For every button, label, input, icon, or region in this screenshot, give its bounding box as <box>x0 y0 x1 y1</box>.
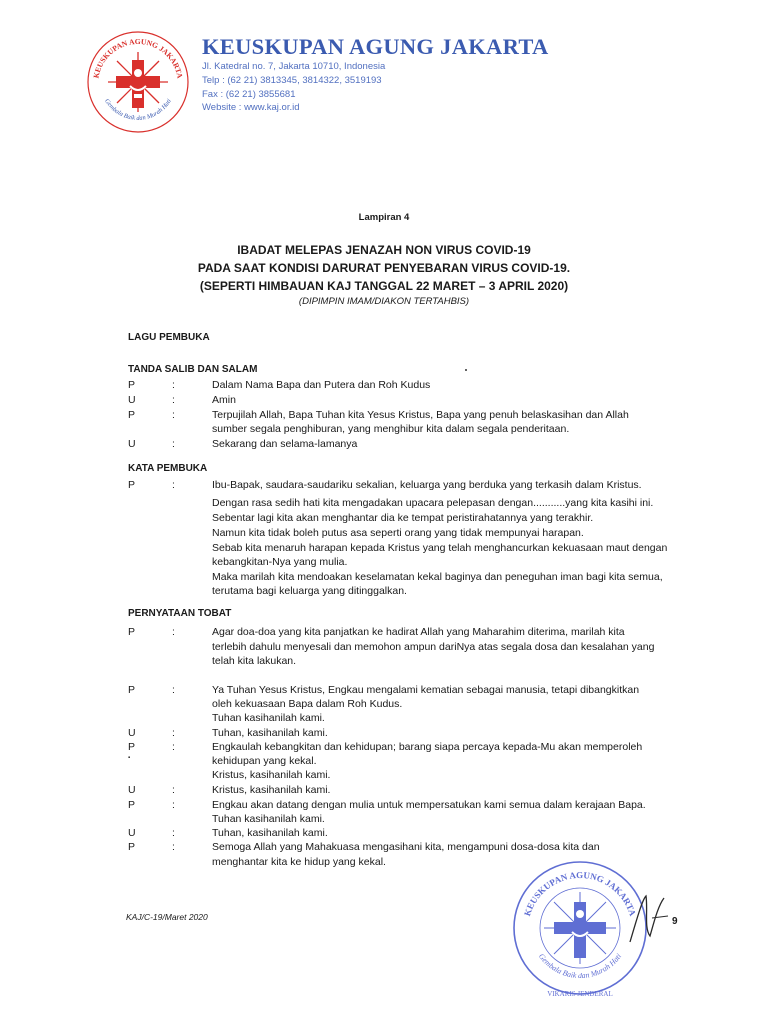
logo-top-text: KEUSKUPAN AGUNG JAKARTA <box>91 36 185 80</box>
row-text: Dalam Nama Bapa dan Putera dan Roh Kudus <box>212 379 431 391</box>
heading-pernyataan-tobat: PERNYATAAN TOBAT <box>128 608 232 619</box>
separator: : <box>172 684 175 696</box>
liturgy-row <box>0 784 768 797</box>
row-text: Kristus, kasihanilah kami. <box>212 784 331 796</box>
separator: : <box>172 626 175 638</box>
row-text: Engkaulah kebangkitan dan kehidupan; barang siapa percaya kepada-Mu akan memperoleh <box>212 741 643 753</box>
paragraph-line: Namun kita tidak boleh putus asa seperti orang yang tidak mempunyai harapan. <box>212 527 584 539</box>
page-number: 9 <box>672 916 678 927</box>
speaker: U <box>128 394 136 406</box>
organization-name: KEUSKUPAN AGUNG JAKARTA <box>202 34 549 59</box>
paragraph-line: terutama bagi keluarga yang ditinggalkan. <box>212 585 407 597</box>
liturgy-row <box>0 698 768 711</box>
fax-line: Fax : (62 21) 3855681 <box>202 89 296 100</box>
liturgy-row <box>0 394 768 407</box>
liturgy-row <box>0 813 768 826</box>
separator: : <box>172 741 175 753</box>
liturgy-row <box>0 409 768 422</box>
paragraph-line: kebangkitan-Nya yang mulia. <box>212 556 348 568</box>
speaker: P <box>128 741 136 753</box>
logo-motto: Gembala Baik dan Murah Hati <box>103 97 173 122</box>
address-line: Jl. Katedral no. 7, Jakarta 10710, Indonesia <box>202 61 386 72</box>
row-text: Terpujilah Allah, Bapa Tuhan kita Yesus Kristus, Bapa yang penuh belaskasihan dan Allah <box>212 409 629 421</box>
row-text: Semoga Allah yang Mahakuasa mengasihani kita, mengampuni dosa-dosa kita dan <box>212 841 600 853</box>
separator: : <box>172 727 175 739</box>
speaker: P <box>128 626 136 638</box>
liturgy-row <box>0 841 768 854</box>
row-text: menghantar kita ke hidup yang kekal. <box>212 856 386 868</box>
stray-mark <box>465 369 467 371</box>
row-text: Ya Tuhan Yesus Kristus, Engkau mengalami kematian sebagai manusia, tetapi dibangkitkan <box>212 684 640 696</box>
paragraph-line: Maka marilah kita mendoakan keselamatan kekal baginya dan peneguhan iman bagi kita semua, <box>212 571 663 583</box>
document-code: KAJ/C-19/Maret 2020 <box>126 912 208 922</box>
row-text: Amin <box>212 394 236 406</box>
heading-kata-pembuka: KATA PEMBUKA <box>128 463 208 474</box>
title-line-1: IBADAT MELEPAS JENAZAH NON VIRUS COVID-19 <box>237 243 531 257</box>
row-text: Tuhan, kasihanilah kami. <box>212 827 328 839</box>
signature <box>624 892 672 948</box>
speaker: P <box>128 479 136 491</box>
liturgy-row <box>0 827 768 840</box>
paragraph-line: telah kita lakukan. <box>212 655 297 667</box>
speaker: U <box>128 727 136 739</box>
liturgy-row <box>0 423 768 436</box>
row-text: kehidupan yang kekal. <box>212 755 317 767</box>
paragraph-line: terlebih dahulu menyesali dan memohon ampun dariNya atas segala dosa dan kesalahan yang <box>212 641 655 653</box>
paragraph-line: Sebab kita menaruh harapan kepada Kristus yang telah menghancurkan kekuasaan maut dengan <box>212 542 668 554</box>
separator: : <box>172 841 175 853</box>
attachment-label: Lampiran 4 <box>358 212 410 223</box>
liturgy-row <box>0 741 768 754</box>
separator: : <box>172 799 175 811</box>
speaker: P <box>128 379 136 391</box>
row-text: sumber segala penghiburan, yang menghibur kita dalam segala penderitaan. <box>212 423 570 435</box>
speaker: ▪ <box>128 755 131 761</box>
speaker: P <box>128 841 136 853</box>
paragraph-line: Dengan rasa sedih hati kita mengadakan upacara pelepasan dengan...........yang kita kasihi ini. <box>212 497 654 509</box>
stamp-top-text: KEUSKUPAN AGUNG JAKARTA <box>522 869 638 918</box>
liturgy-row <box>0 727 768 740</box>
separator: : <box>172 379 175 391</box>
title-line-3: (SEPERTI HIMBAUAN KAJ TANGGAL 22 MARET – 3 APRIL 2020) <box>199 279 569 293</box>
liturgy-row <box>0 379 768 392</box>
liturgy-row <box>0 438 768 451</box>
separator: : <box>172 438 175 450</box>
separator: : <box>172 479 175 491</box>
led-by-note: (DIPIMPIN IMAM/DIAKON TERTAHBIS) <box>298 296 470 307</box>
liturgy-row <box>0 712 768 725</box>
liturgy-row <box>0 856 768 869</box>
row-text: Engkau akan datang dengan mulia untuk mempersatukan kami semua dalam kerajaan Bapa. <box>212 799 646 811</box>
row-text: Agar doa-doa yang kita panjatkan ke hadirat Allah yang Maharahim diterima, marilah kita <box>212 626 625 638</box>
row-text: Tuhan kasihanilah kami. <box>212 813 325 825</box>
row-text: Tuhan kasihanilah kami. <box>212 712 325 724</box>
liturgy-row <box>0 684 768 697</box>
separator: : <box>172 394 175 406</box>
separator: : <box>172 409 175 421</box>
liturgy-row <box>0 479 768 492</box>
speaker: U <box>128 784 136 796</box>
speaker: U <box>128 827 136 839</box>
speaker: U <box>128 438 136 450</box>
stamp-office: VIKARIS JENDERAL <box>547 990 613 998</box>
speaker: P <box>128 409 136 421</box>
title-line-2: PADA SAAT KONDISI DARURAT PENYEBARAN VIRUS COVID-19. <box>197 261 571 275</box>
website-line: Website : www.kaj.or.id <box>202 102 300 113</box>
row-text: Tuhan, kasihanilah kami. <box>212 727 328 739</box>
speaker: P <box>128 799 136 811</box>
archdiocese-logo <box>84 28 192 136</box>
telephone-line: Telp : (62 21) 3813345, 3814322, 3519193 <box>202 75 382 86</box>
row-text: Sekarang dan selama-lamanya <box>212 438 358 450</box>
liturgy-row <box>0 755 768 768</box>
separator: : <box>172 784 175 796</box>
liturgy-row <box>0 769 768 782</box>
liturgy-row <box>0 799 768 812</box>
speaker: P <box>128 684 136 696</box>
row-text: oleh kekuasaan Bapa dalam Roh Kudus. <box>212 698 403 710</box>
separator: : <box>172 827 175 839</box>
heading-lagu-pembuka: LAGU PEMBUKA <box>128 332 210 343</box>
row-text: Kristus, kasihanilah kami. <box>212 769 331 781</box>
liturgy-row <box>0 626 768 639</box>
heading-tanda-salib: TANDA SALIB DAN SALAM <box>128 364 258 375</box>
paragraph-line: Sebentar lagi kita akan menghantar dia ke tempat peristirahatannya yang terakhir. <box>212 512 594 524</box>
row-text: Ibu-Bapak, saudara-saudariku sekalian, keluarga yang berduka yang terkasih dalam Kristus. <box>212 479 642 491</box>
stamp-motto: Gembala Baik dan Murah Hati <box>536 951 624 981</box>
